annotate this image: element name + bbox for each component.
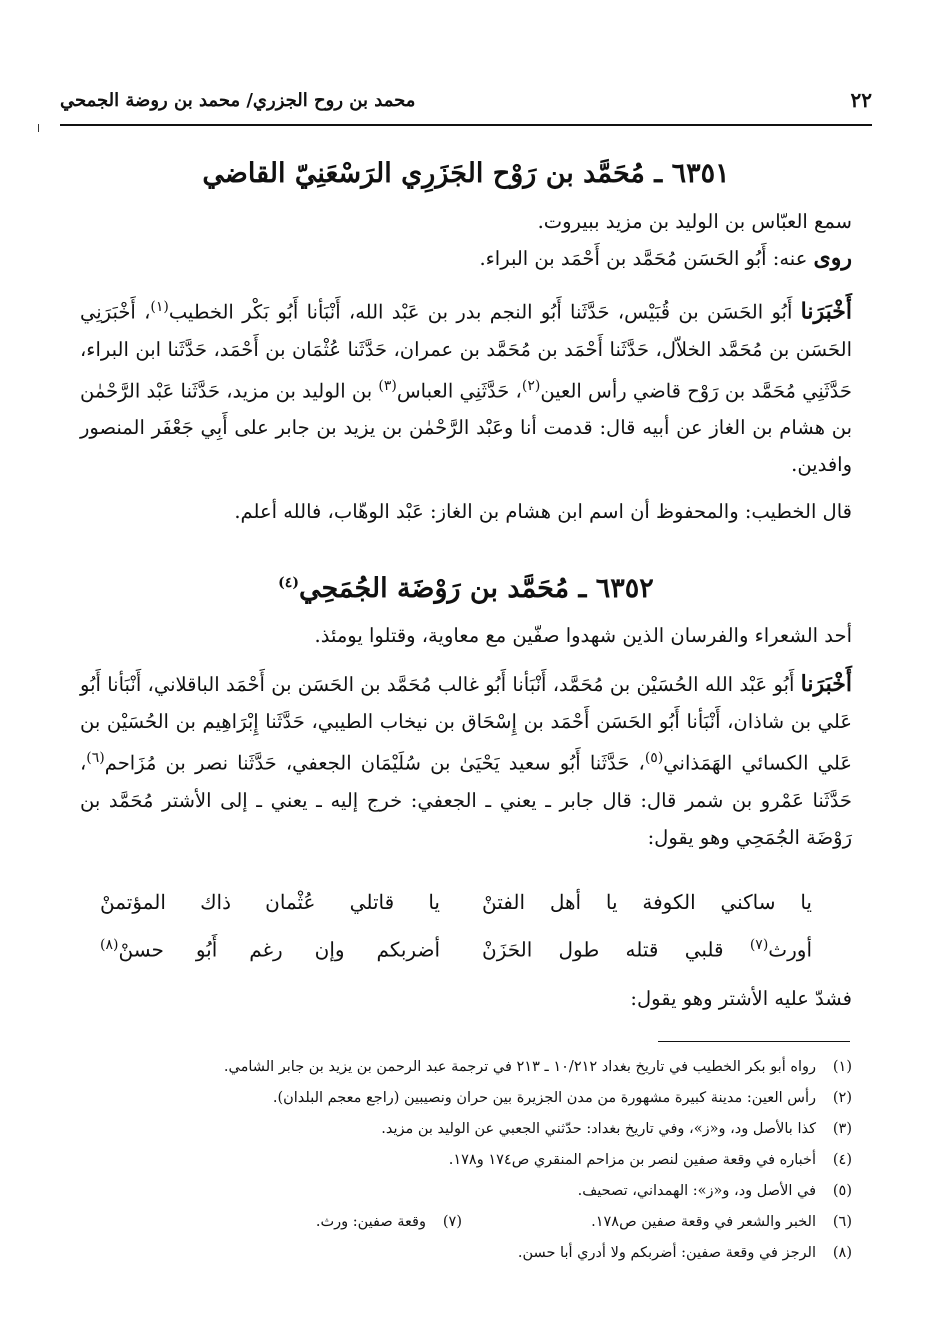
footnote-ref[interactable]: (٣) bbox=[378, 377, 397, 394]
footnote-column bbox=[316, 1207, 462, 1238]
footnote-number: (٦) bbox=[832, 1214, 852, 1230]
footnote-separator bbox=[658, 1041, 850, 1042]
footnote-text: أخباره في وقعة صفين لنصر بن مزاحم المنقري ص١٧٤ و١٧٨. bbox=[448, 1152, 816, 1168]
isnad-paragraph bbox=[80, 666, 852, 856]
isnad-text: ، حَدَّثَنا عَمْرو بن شمر قال: قال جابر ـ يعني ـ الجعفي: خرج إليه ـ يعني ـ إلى الأشتر مُحَمَّد بن رَوْضَة الجُمَحِي وهو يقول: bbox=[80, 751, 852, 849]
isnad-text: ، أَخْبَرَنِي الحَسَن بن مُحَمَّد الخلاّل، حَدَّثَنا أَحْمَد بن مُحَمَّد بن عمران، حَدَّثَنا عُثْمَان بن أَحْمَد، حَدَّثَنا ابن البراء، حَدَّثَنِي مُحَمَّد بن رَوْح قاضي رأس العين bbox=[80, 300, 852, 402]
footnote-number: (١) bbox=[832, 1059, 852, 1075]
verse-hemistich-2: يا قاتلي عُثْمان ذاك المؤتمنْ bbox=[100, 890, 440, 914]
footnote-text: رأس العين: مدينة كبيرة مشهورة من مدن الجزيرة بين حران ونصيبين (راجع معجم البلدان). bbox=[272, 1090, 816, 1106]
isnad-label: أَخْبَرَنا bbox=[800, 671, 852, 697]
entry-title-text: ٦٣٥٢ ـ مُحَمَّد بن رَوْضَة الجُمَحِي bbox=[298, 573, 654, 604]
footnote-number: (٨) bbox=[832, 1245, 852, 1261]
verse-hemistich-1 bbox=[482, 937, 812, 962]
footnote bbox=[80, 1083, 852, 1114]
closing-line: فشدّ عليه الأشتر وهو يقول: bbox=[630, 987, 852, 1010]
verse-line bbox=[100, 890, 832, 930]
footnote-column bbox=[591, 1207, 852, 1238]
khatib-note: قال الخطيب: والمحفوظ أن اسم ابن هشام بن الغاز: عَبْد الوهّاب، فالله أعلم. bbox=[234, 500, 852, 523]
page-number: ٢٢ bbox=[850, 88, 872, 112]
verse-text: أضربكم وإن رغم أَبُو حسنْ bbox=[118, 937, 440, 962]
running-title: محمد بن روح الجزري/ محمد بن روضة الجمحي bbox=[60, 90, 416, 111]
footnote bbox=[80, 1238, 852, 1269]
footnote-number: (٤) bbox=[832, 1152, 852, 1168]
footnote-ref[interactable]: (٥) bbox=[644, 750, 664, 766]
footnote-ref[interactable]: (١) bbox=[150, 299, 169, 315]
footnotes bbox=[80, 1052, 852, 1269]
running-header bbox=[60, 84, 872, 126]
entry-intro: سمع العبّاس بن الوليد بن مزيد ببيروت. bbox=[537, 210, 852, 233]
isnad-text: بن الوليد بن مزيد، حَدَّثَنا عَبْد الرَّحْمٰن بن هشام بن الغاز عن أبيه قال: قدمت أنا وعَبْد الرَّحْمٰن بن يزيد بن جابر على أَبِي جَعْفَر المنصور وافدين. bbox=[80, 379, 852, 476]
narrated-by bbox=[80, 240, 852, 277]
footnote-number: (٧) bbox=[442, 1214, 462, 1230]
entry-intro: أحد الشعراء والفرسان الذين شهدوا صفّين مع معاوية، وقتلوا يومئذ. bbox=[314, 624, 852, 647]
footnote-number: (٥) bbox=[832, 1183, 852, 1199]
footnote-ref[interactable]: (٦) bbox=[86, 750, 105, 766]
footnote-number: (٢) bbox=[832, 1090, 852, 1106]
footnote-text: وقعة صفين: ورث. bbox=[315, 1214, 426, 1230]
entry-6351-body bbox=[80, 203, 852, 530]
narrated-text: عنه: أَبُو الحَسَن مُحَمَّد بن أَحْمَد بن البراء. bbox=[479, 247, 814, 270]
isnad-label: أَخْبَرَنا bbox=[800, 298, 852, 325]
verse-hemistich-1: يا ساكني الكوفة يا أهل الفتنْ bbox=[482, 890, 812, 914]
verse-line bbox=[100, 937, 832, 977]
verse-text: أورث bbox=[768, 937, 812, 962]
isnad-text: أَبُو الحَسَن بن قُبَيْس، حَدَّثَنا أَبُو النجم بدر بن عَبْد الله، أَنْبَأنا أَبُو بَكْر الخطيب bbox=[168, 300, 801, 324]
footnote bbox=[80, 1114, 852, 1145]
entry-title-6352 bbox=[80, 573, 852, 604]
footnote-ref[interactable]: (٤) bbox=[278, 575, 299, 591]
entry-6352-body bbox=[80, 617, 852, 856]
footnote-ref[interactable]: (٨) bbox=[100, 937, 119, 953]
isnad-text: أَبُو عَبْد الله الحُسَيْن بن مُحَمَّد، أَنْبَأنا أَبُو غالب مُحَمَّد بن الحَسَن بن أَحْمَد الباقلاني، أَنْبَأنا أَبُو عَلي بن شاذان، أَنْبَأنا أَبُو الحَسَن أَحْمَد بن إِسْحَاق بن نيخاب الطيبي، حَدَّثَنا إِبْرَاهِيم بن الحُسَيْن بن عَلي الكسائي الهَمَذاني bbox=[80, 673, 852, 775]
narrated-label: روى bbox=[813, 245, 852, 271]
entry-title-text: ٦٣٥١ ـ مُحَمَّد بن رَوْح الجَزَرِي الرَسْعَنِيّ القاضي bbox=[202, 158, 730, 189]
footnote-text: الخبر والشعر في وقعة صفين ص١٧٨. bbox=[591, 1214, 816, 1230]
footnote bbox=[80, 1145, 852, 1176]
footnote-number: (٣) bbox=[832, 1121, 852, 1137]
footnote-ref[interactable]: (٧) bbox=[749, 937, 769, 953]
footnote-text: الرجز في وقعة صفين: أضربكم ولا أدري أبا حسن. bbox=[517, 1245, 816, 1261]
isnad-paragraph bbox=[80, 289, 852, 483]
footnote-text: كذا بالأصل ود، و«ز»، وفي تاريخ بغداد: حدّثني الجعبي عن الوليد بن مزيد. bbox=[381, 1121, 816, 1137]
footnote bbox=[80, 1207, 852, 1238]
entry-title-6351 bbox=[80, 158, 852, 189]
margin-mark bbox=[38, 124, 39, 132]
isnad-text: ، حَدَّثَنِي العباس bbox=[396, 379, 522, 402]
verse-hemistich-2 bbox=[100, 937, 440, 962]
footnote-text: في الأصل ود، و«ز»: الهمداني، تصحيف. bbox=[577, 1183, 816, 1199]
footnote-ref[interactable]: (٢) bbox=[521, 377, 541, 394]
verse-text: قلبي قتله طول الحَزَنْ bbox=[482, 937, 750, 962]
footnote bbox=[80, 1052, 852, 1083]
isnad-text: ، حَدَّثَنا أَبُو سعيد يَحْيَىٰ بن سُلَيْمَان الجعفي، حَدَّثَنا نصر بن مُزَاحم bbox=[104, 751, 645, 775]
footnote-text: رواه أبو بكر الخطيب في تاريخ بغداد ١٠/٢١٢ ـ ٢١٣ في ترجمة عبد الرحمن بن يزيد بن جابر الشامي. bbox=[223, 1059, 816, 1075]
footnote bbox=[80, 1176, 852, 1207]
